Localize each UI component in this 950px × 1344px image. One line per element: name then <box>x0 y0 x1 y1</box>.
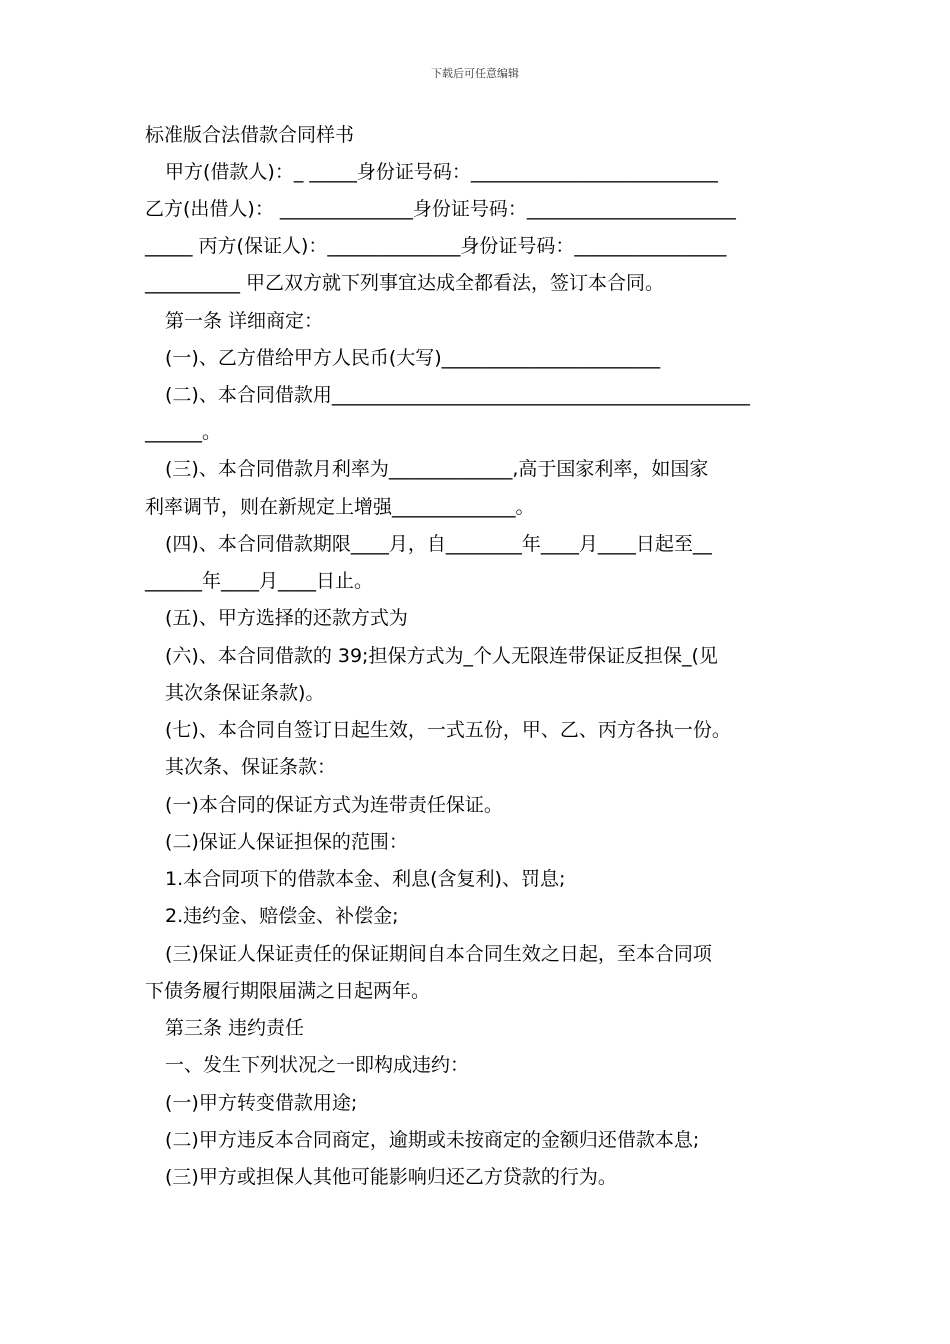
party-a-line: 甲方(借款人)：_ _____身份证号码：__________________________ <box>165 161 718 183</box>
clause-2-2-item-1: 1.本合同项下的借款本金、利息(含复利)、罚息; <box>165 868 566 890</box>
clause-1-4: (四)、本合同借款期限____月，自________年____月____日起至__ <box>165 533 712 555</box>
clause-1-6: (六)、本合同借款的 39;担保方式为_个人无限连带保证反担保_(见 <box>165 645 718 667</box>
article-2-heading: 其次条、保证条款： <box>165 756 337 778</box>
clause-2-3: (三)保证人保证责任的保证期间自本合同生效之日起，至本合同项 <box>165 943 712 965</box>
page-header: 下载后可任意编辑 <box>431 67 519 80</box>
agreement-intro: __________ 甲乙双方就下列事宜达成全都看法，签订本合同。 <box>145 272 665 294</box>
clause-1-3: (三)、本合同借款月利率为_____________,高于国家利率，如国家 <box>165 458 709 480</box>
party-c-line: _____ 丙方(保证人)：______________身份证号码：________________ <box>145 235 727 257</box>
clause-1-2-cont: ______。 <box>145 421 222 443</box>
clause-1-3-cont: 利率调节，则在新规定上增强_____________。 <box>145 496 535 518</box>
clause-1-7: (七)、本合同自签订日起生效，一式五份，甲、乙、丙方各执一份。 <box>165 719 731 741</box>
clause-3-3: (三)甲方或担保人其他可能影响归还乙方贷款的行为。 <box>165 1166 617 1188</box>
clause-1-1: (一)、乙方借给甲方人民币(大写)_______________________ <box>165 347 661 369</box>
party-b-line: 乙方(出借人)： ______________身份证号码：______________________ <box>145 198 736 220</box>
clause-2-3-cont: 下债务履行期限届满之日起两年。 <box>145 980 431 1002</box>
article-1-heading: 第一条 详细商定： <box>165 310 324 332</box>
clause-3-2: (二)甲方违反本合同商定，逾期或未按商定的金额归还借款本息; <box>165 1129 700 1151</box>
clause-1-2: (二)、本合同借款用____________________________________________ <box>165 384 750 406</box>
clause-2-2: (二)保证人保证担保的范围： <box>165 831 408 853</box>
article-3-heading: 第三条 违约责任 <box>165 1017 305 1039</box>
clause-2-1: (一)本合同的保证方式为连带责任保证。 <box>165 794 503 816</box>
clause-3-intro: 一、发生下列状况之一即构成违约： <box>165 1054 470 1076</box>
clause-3-1: (一)甲方转变借款用途; <box>165 1092 358 1114</box>
clause-1-6-cont: 其次条保证条款)。 <box>165 682 325 704</box>
document-title: 标准版合法借款合同样书 <box>145 124 355 146</box>
clause-1-5: (五)、甲方选择的还款方式为 <box>165 607 408 629</box>
clause-2-2-item-2: 2.违约金、赔偿金、补偿金; <box>165 905 399 927</box>
clause-1-4-cont: ______年____月____日止。 <box>145 570 374 592</box>
